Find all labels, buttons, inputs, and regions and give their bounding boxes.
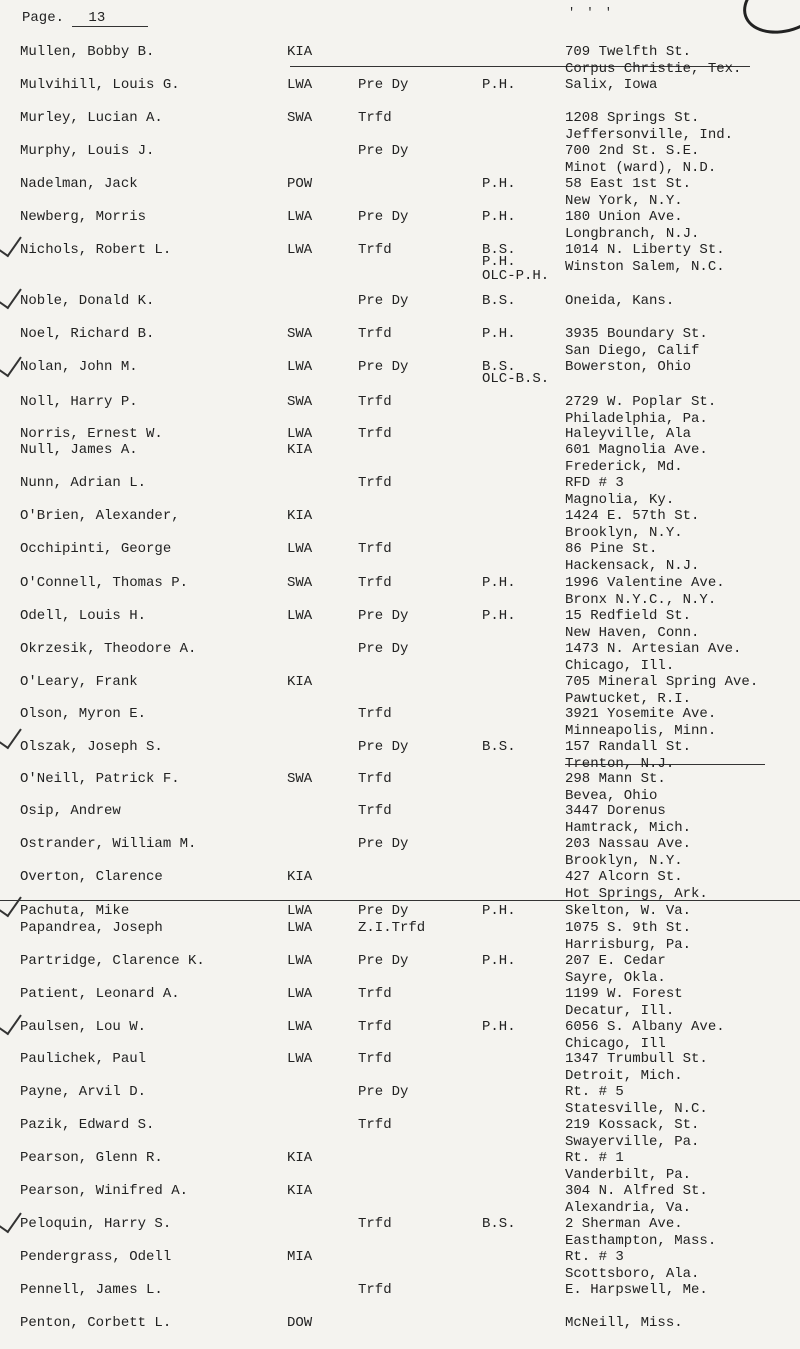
roster-row [0,442,800,476]
roster-row [0,1019,800,1053]
location-code-2: OLC-B.S. [482,371,550,387]
casualty-status: LWA [287,608,313,624]
person-name: Olszak, Joseph S. [20,739,163,755]
address-line-2: Hamtrack, Mich. [565,820,692,836]
address-line-1: 15 Redfield St. [565,608,692,624]
location-code: P.H. [482,1019,516,1035]
roster-row [0,293,800,327]
address-line-1: Haleyville, Ala [565,426,692,442]
address-line-1: RFD # 3 [565,475,624,491]
address-line-2: Decatur, Ill. [565,1003,675,1019]
disposition: Trfd [358,1117,392,1133]
person-name: Pennell, James L. [20,1282,163,1298]
casualty-status: SWA [287,771,313,787]
address-line-1: 219 Kossack, St. [565,1117,700,1133]
address-line-2: Trenton, N.J. [565,756,675,772]
address-line-1: 2 Sherman Ave. [565,1216,683,1232]
location-code: P.H. [482,903,516,919]
disposition: Pre Dy [358,836,409,852]
disposition: Pre Dy [358,641,409,657]
casualty-status: LWA [287,920,313,936]
disposition: Pre Dy [358,209,409,225]
disposition: Trfd [358,326,392,342]
person-name: Nunn, Adrian L. [20,475,147,491]
roster-row [0,836,800,870]
person-name: Pearson, Winifred A. [20,1183,189,1199]
location-code-3: OLC-P.H. [482,268,550,284]
roster-row [0,706,800,740]
person-name: Nichols, Robert L. [20,242,172,258]
disposition: Pre Dy [358,739,409,755]
address-line-1: 6056 S. Albany Ave. [565,1019,725,1035]
disposition: Trfd [358,394,392,410]
roster-row [0,326,800,360]
roster-row [0,986,800,1020]
casualty-status: POW [287,176,313,192]
roster-row [0,1216,800,1250]
location-code: B.S. [482,242,516,258]
address-line-2: Hot Springs, Ark. [565,886,708,902]
roster-row [0,359,800,393]
address-line-1: 207 E. Cedar [565,953,666,969]
roster-row [0,1117,800,1151]
address-line-2: Bronx N.Y.C., N.Y. [565,592,717,608]
person-name: O'Connell, Thomas P. [20,575,189,591]
casualty-status: KIA [287,1150,313,1166]
address-line-1: 1424 E. 57th St. [565,508,700,524]
person-name: Penton, Corbett L. [20,1315,172,1331]
corner-circle-mark [735,0,800,44]
roster-row [0,508,800,542]
address-line-1: 1208 Springs St. [565,110,700,126]
location-code: P.H. [482,77,516,93]
casualty-status: KIA [287,1183,313,1199]
disposition: Trfd [358,475,392,491]
address-line-1: 58 East 1st St. [565,176,692,192]
person-name: O'Brien, Alexander, [20,508,180,524]
disposition: Trfd [358,575,392,591]
person-name: Null, James A. [20,442,138,458]
disposition: Pre Dy [358,1084,409,1100]
roster-row [0,242,800,284]
roster-row [0,1084,800,1118]
roster-row [0,1051,800,1085]
roster-row [0,209,800,243]
casualty-status: KIA [287,674,313,690]
roster-row [0,44,800,78]
address-line-2: Vanderbilt, Pa. [565,1167,692,1183]
roster-row [0,176,800,210]
roster-row [0,869,800,903]
disposition: Trfd [358,1051,392,1067]
person-name: Murphy, Louis J. [20,143,155,159]
casualty-status: LWA [287,77,313,93]
address-line-1: 3935 Boundary St. [565,326,708,342]
disposition: Trfd [358,1216,392,1232]
page-number: 13 [72,10,148,27]
address-line-2: Statesville, N.C. [565,1101,708,1117]
address-line-2: Philadelphia, Pa. [565,411,708,427]
location-code: P.H. [482,209,516,225]
roster-row [0,953,800,987]
roster-row [0,608,800,642]
person-name: Ostrander, William M. [20,836,197,852]
address-line-1: 2729 W. Poplar St. [565,394,717,410]
roster-row [0,575,800,609]
disposition: Trfd [358,242,392,258]
roster-row [0,1150,800,1184]
casualty-status: KIA [287,508,313,524]
roster-row [0,803,800,837]
address-line-2: Jeffersonville, Ind. [565,127,734,143]
person-name: Newberg, Morris [20,209,147,225]
disposition: Pre Dy [358,293,409,309]
casualty-status: SWA [287,326,313,342]
disposition: Pre Dy [358,608,409,624]
person-name: Pearson, Glenn R. [20,1150,163,1166]
address-line-1: Rt. # 3 [565,1249,624,1265]
address-line-2: New York, N.Y. [565,193,683,209]
roster-row [0,1315,800,1349]
casualty-status: LWA [287,242,313,258]
address-line-1: McNeill, Miss. [565,1315,683,1331]
address-line-1: 1014 N. Liberty St. [565,242,725,258]
casualty-status: LWA [287,953,313,969]
person-name: Peloquin, Harry S. [20,1216,172,1232]
person-name: Papandrea, Joseph [20,920,163,936]
roster-row [0,920,800,954]
address-line-2: Corpus Christie, Tex. [565,61,742,77]
person-name: O'Neill, Patrick F. [20,771,180,787]
person-name: Osip, Andrew [20,803,121,819]
address-line-2: Hackensack, N.J. [565,558,700,574]
person-name: Odell, Louis H. [20,608,147,624]
casualty-status: KIA [287,442,313,458]
roster-row [0,1282,800,1316]
address-line-1: 705 Mineral Spring Ave. [565,674,759,690]
casualty-status: SWA [287,394,313,410]
roster-row [0,674,800,708]
disposition: Pre Dy [358,143,409,159]
person-name: Payne, Arvil D. [20,1084,147,1100]
address-line-2: Easthampton, Mass. [565,1233,717,1249]
address-line-1: 1347 Trumbull St. [565,1051,708,1067]
roster-row [0,394,800,428]
address-line-1: 709 Twelfth St. [565,44,692,60]
disposition: Pre Dy [358,953,409,969]
disposition: Pre Dy [358,359,409,375]
location-code: P.H. [482,176,516,192]
roster-row [0,110,800,144]
casualty-status: LWA [287,1051,313,1067]
address-line-2: Pawtucket, R.I. [565,691,692,707]
person-name: Patient, Leonard A. [20,986,180,1002]
disposition: Trfd [358,803,392,819]
roster-row [0,1183,800,1217]
casualty-status: SWA [287,110,313,126]
person-name: Occhipinti, George [20,541,172,557]
location-code: B.S. [482,739,516,755]
person-name: Murley, Lucian A. [20,110,163,126]
person-name: Mulvihill, Louis G. [20,77,180,93]
disposition: Trfd [358,706,392,722]
disposition: Trfd [358,771,392,787]
person-name: Pendergrass, Odell [20,1249,172,1265]
casualty-status: KIA [287,869,313,885]
address-line-2: Magnolia, Ky. [565,492,675,508]
address-line-2: Brooklyn, N.Y. [565,853,683,869]
address-line-1: 203 Nassau Ave. [565,836,692,852]
person-name: Overton, Clarence [20,869,163,885]
address-line-1: 1199 W. Forest [565,986,683,1002]
address-line-1: E. Harpswell, Me. [565,1282,708,1298]
address-line-1: 304 N. Alfred St. [565,1183,708,1199]
roster-row [0,541,800,575]
location-code: B.S. [482,359,516,375]
person-name: Okrzesik, Theodore A. [20,641,197,657]
address-line-1: 427 Alcorn St. [565,869,683,885]
address-line-1: 1996 Valentine Ave. [565,575,725,591]
location-code: P.H. [482,575,516,591]
casualty-status: DOW [287,1315,313,1331]
disposition: Trfd [358,1019,392,1035]
address-line-2: Longbranch, N.J. [565,226,700,242]
casualty-status: LWA [287,986,313,1002]
person-name: Noll, Harry P. [20,394,138,410]
address-line-2: San Diego, Calif [565,343,700,359]
address-line-2: Harrisburg, Pa. [565,937,692,953]
person-name: Noel, Richard B. [20,326,155,342]
roster-row [0,77,800,111]
person-name: Paulichek, Paul [20,1051,147,1067]
location-code: P.H. [482,953,516,969]
casualty-status: LWA [287,209,313,225]
page-label: Page. [22,10,65,26]
header-marks: ' ' ' [568,6,615,20]
address-line-1: Bowerston, Ohio [565,359,692,375]
address-line-2: Minot (ward), N.D. [565,160,717,176]
location-code: P.H. [482,608,516,624]
address-line-1: Rt. # 5 [565,1084,624,1100]
address-line-2: Winston Salem, N.C. [565,259,725,275]
person-name: Norris, Ernest W. [20,426,163,442]
address-line-2: Alexandria, Va. [565,1200,692,1216]
address-line-1: 700 2nd St. S.E. [565,143,700,159]
casualty-status: LWA [287,426,313,442]
address-line-2: Chicago, Ill. [565,658,675,674]
address-line-2: Minneapolis, Minn. [565,723,717,739]
location-code: B.S. [482,1216,516,1232]
address-line-2: Frederick, Md. [565,459,683,475]
address-line-2: Detroit, Mich. [565,1068,683,1084]
address-line-1: 180 Union Ave. [565,209,683,225]
roster-row [0,641,800,675]
page-header [22,10,148,27]
location-code-2: P.H. [482,254,516,270]
address-line-1: Salix, Iowa [565,77,658,93]
disposition: Trfd [358,426,392,442]
address-line-1: 86 Pine St. [565,541,658,557]
location-code: P.H. [482,326,516,342]
location-code: B.S. [482,293,516,309]
address-line-1: 1473 N. Artesian Ave. [565,641,742,657]
disposition: Trfd [358,110,392,126]
address-line-2: Scottsboro, Ala. [565,1266,700,1282]
person-name: Olson, Myron E. [20,706,147,722]
roster-row [0,143,800,177]
address-line-2: Bevea, Ohio [565,788,658,804]
casualty-status: MIA [287,1249,313,1265]
person-name: O'Leary, Frank [20,674,138,690]
casualty-status: LWA [287,903,313,919]
person-name: Nolan, John M. [20,359,138,375]
address-line-1: Skelton, W. Va. [565,903,692,919]
roster-row [0,739,800,773]
address-line-1: Rt. # 1 [565,1150,624,1166]
address-line-2: New Haven, Conn. [565,625,700,641]
address-line-1: 3921 Yosemite Ave. [565,706,717,722]
address-line-2: Swayerville, Pa. [565,1134,700,1150]
disposition: Trfd [358,541,392,557]
address-line-1: 1075 S. 9th St. [565,920,692,936]
person-name: Pazik, Edward S. [20,1117,155,1133]
address-line-1: 601 Magnolia Ave. [565,442,708,458]
roster-row [0,771,800,805]
address-line-1: Oneida, Kans. [565,293,675,309]
address-line-1: 298 Mann St. [565,771,666,787]
address-line-2: Brooklyn, N.Y. [565,525,683,541]
address-line-2: Sayre, Okla. [565,970,666,986]
roster-row [0,1249,800,1283]
person-name: Partridge, Clarence K. [20,953,205,969]
address-line-2: Chicago, Ill [565,1036,666,1052]
casualty-status: LWA [287,359,313,375]
casualty-status: SWA [287,575,313,591]
person-name: Nadelman, Jack [20,176,138,192]
disposition: Z.I.Trfd [358,920,426,936]
roster-row [0,475,800,509]
person-name: Noble, Donald K. [20,293,155,309]
casualty-status: LWA [287,541,313,557]
address-line-1: 3447 Dorenus [565,803,666,819]
disposition: Trfd [358,1282,392,1298]
person-name: Paulsen, Lou W. [20,1019,147,1035]
person-name: Pachuta, Mike [20,903,130,919]
casualty-status: KIA [287,44,313,60]
disposition: Pre Dy [358,903,409,919]
casualty-status: LWA [287,1019,313,1035]
disposition: Pre Dy [358,77,409,93]
address-line-1: 157 Randall St. [565,739,692,755]
person-name: Mullen, Bobby B. [20,44,155,60]
disposition: Trfd [358,986,392,1002]
